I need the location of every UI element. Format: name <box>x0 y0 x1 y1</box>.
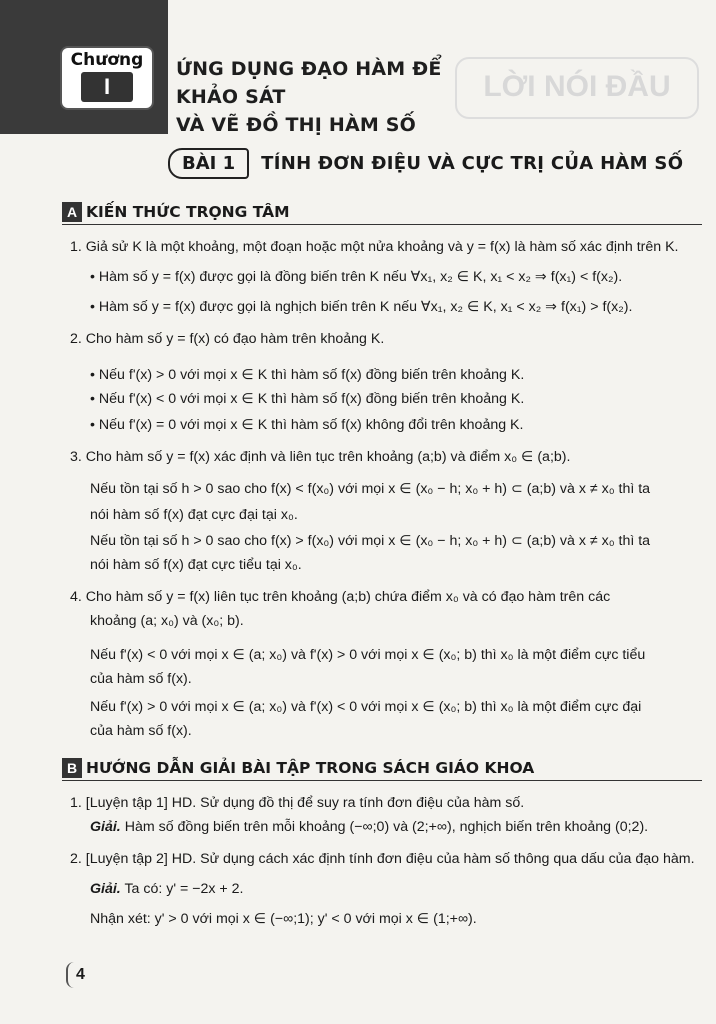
section-a-letter: A <box>62 202 82 222</box>
text-line: Nếu f'(x) > 0 với mọi x ∈ (a; x₀) và f'(x) < 0 với mọi x ∈ (x₀; b) thì x₀ là một điểm cực đại <box>90 699 642 715</box>
text-line: Nếu tồn tại số h > 0 sao cho f(x) < f(x₀) với mọi x ∈ (x₀ − h; x₀ + h) ⊂ (a;b) và x ≠ x₀ thì ta <box>90 481 651 497</box>
chapter-number: I <box>81 72 133 102</box>
text-line: 2. Cho hàm số y = f(x) có đạo hàm trên khoảng K. <box>70 331 385 347</box>
section-b-letter: B <box>62 758 82 778</box>
section-b-title: HƯỚNG DẪN GIẢI BÀI TẬP TRONG SÁCH GIÁO KHOA <box>86 759 535 777</box>
text-line <box>90 818 648 836</box>
chapter-word: Chương <box>70 50 144 70</box>
page-number: 4 <box>66 962 93 988</box>
text-line: của hàm số f(x). <box>90 671 192 687</box>
giai-label: Giải. <box>90 881 121 897</box>
chapter-title-line1: ỨNG DỤNG ĐẠO HÀM ĐỂ KHẢO SÁT <box>176 58 442 108</box>
text-line: 1. Giả sử K là một khoảng, một đoạn hoặc một nửa khoảng và y = f(x) là hàm số xác định trên K. <box>70 239 679 255</box>
lesson-title: TÍNH ĐƠN ĐIỆU VÀ CỰC TRỊ CỦA HÀM SỐ <box>261 153 684 174</box>
text-line: Nếu tồn tại số h > 0 sao cho f(x) > f(x₀) với mọi x ∈ (x₀ − h; x₀ + h) ⊂ (a;b) và x ≠ x₀ thì ta <box>90 533 651 549</box>
section-b-header <box>62 758 702 781</box>
section-a-title: KIẾN THỨC TRỌNG TÂM <box>86 203 290 221</box>
lesson-label: BÀI 1 <box>168 148 249 179</box>
giai-text: Hàm số đồng biến trên mỗi khoảng (−∞;0) và (2;+∞), nghịch biến trên khoảng (0;2). <box>124 819 649 835</box>
text-line: khoảng (a; x₀) và (x₀; b). <box>90 613 244 629</box>
text-line: nói hàm số f(x) đạt cực đại tại x₀. <box>90 507 298 523</box>
chapter-badge <box>62 48 152 108</box>
text-line: Nếu f'(x) < 0 với mọi x ∈ (a; x₀) và f'(x) > 0 với mọi x ∈ (x₀; b) thì x₀ là một điểm cực tiểu <box>90 647 646 663</box>
giai-label: Giải. <box>90 819 121 835</box>
text-line: • Hàm số y = f(x) được gọi là đồng biến trên K nếu ∀x₁, x₂ ∈ K, x₁ < x₂ ⇒ f(x₁) < f(x₂). <box>90 269 623 285</box>
giai-text: Ta có: y' = −2x + 2. <box>124 881 244 897</box>
text-line: • Hàm số y = f(x) được gọi là nghịch biến trên K nếu ∀x₁, x₂ ∈ K, x₁ < x₂ ⇒ f(x₁) > f(x₂). <box>90 299 633 315</box>
text-line: 4. Cho hàm số y = f(x) liên tục trên khoảng (a;b) chứa điểm x₀ và có đạo hàm trên các <box>70 589 611 605</box>
section-a-header <box>62 202 702 225</box>
chapter-title-line2: VÀ VẼ ĐỒ THỊ HÀM SỐ <box>176 114 417 136</box>
text-line: 2. [Luyện tập 2] HD. Sử dụng cách xác định tính đơn điệu của hàm số thông qua dấu của đạo hàm. <box>70 851 695 867</box>
show-through-box: LỜI NÓI ĐẦU <box>455 57 699 119</box>
text-line: 3. Cho hàm số y = f(x) xác định và liên tục trên khoảng (a;b) và điểm x₀ ∈ (a;b). <box>70 449 571 465</box>
text-line: 1. [Luyện tập 1] HD. Sử dụng đồ thị để suy ra tính đơn điệu của hàm số. <box>70 795 525 811</box>
text-line: của hàm số f(x). <box>90 723 192 739</box>
text-line: Nhận xét: y' > 0 với mọi x ∈ (−∞;1); y' < 0 với mọi x ∈ (1;+∞). <box>90 911 477 927</box>
text-line <box>90 880 244 898</box>
text-line: • Nếu f'(x) > 0 với mọi x ∈ K thì hàm số f(x) đồng biến trên khoảng K. <box>90 367 525 383</box>
text-line: • Nếu f'(x) = 0 với mọi x ∈ K thì hàm số f(x) không đổi trên khoảng K. <box>90 417 524 433</box>
text-line: • Nếu f'(x) < 0 với mọi x ∈ K thì hàm số f(x) đồng biến trên khoảng K. <box>90 391 525 407</box>
lesson-header <box>168 148 683 179</box>
text-line: nói hàm số f(x) đạt cực tiểu tại x₀. <box>90 557 302 573</box>
